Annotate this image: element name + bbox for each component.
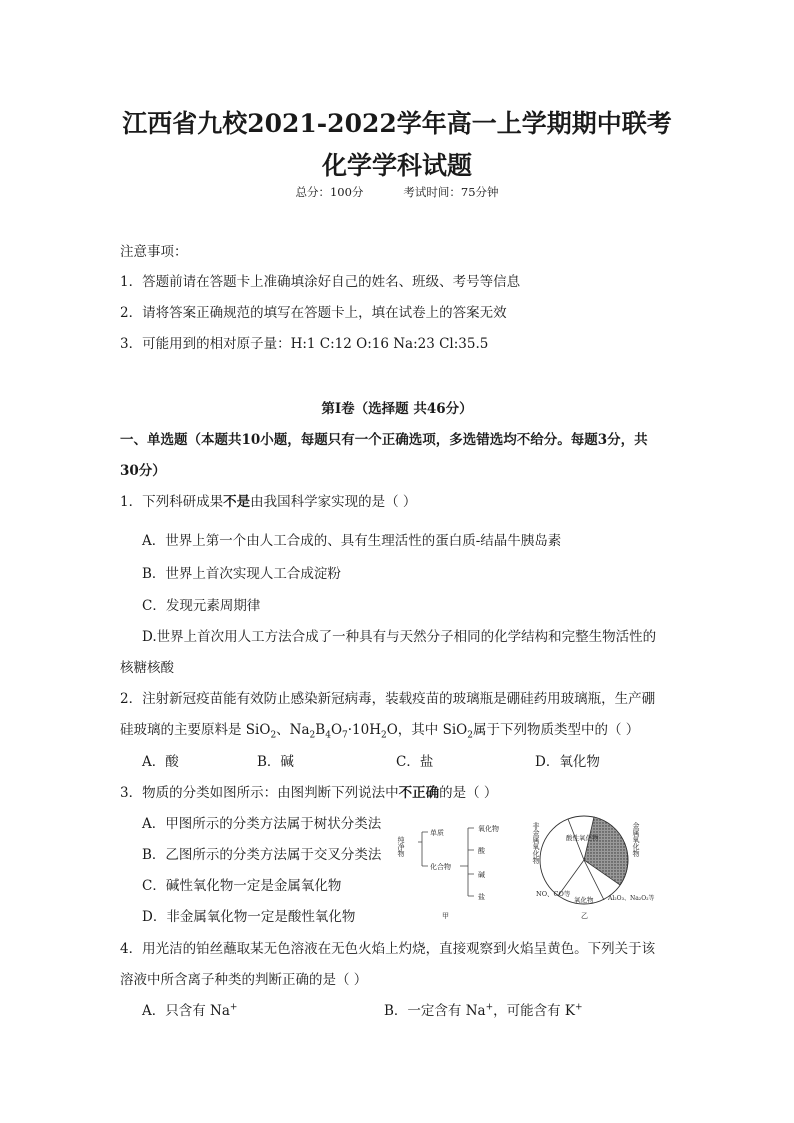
q4-option-b-text: B．一定含有 Na — [384, 1003, 486, 1019]
q1-stem-text-end: 由我国科学家实现的是（ ） — [250, 494, 417, 510]
total-score: 总分：100分 — [295, 185, 364, 199]
q2-option-b: B．碱 — [257, 754, 294, 770]
q4-stem-cont: 溶液中所含离子种类的判断正确的是（ ） — [120, 972, 368, 988]
exam-time: 考试时间：75分钟 — [403, 185, 499, 199]
classification-diagram — [398, 810, 654, 922]
pie-label-oxide: 氧化物 — [574, 896, 594, 904]
q3-option-b: B．乙图所示的分类方法属于交叉分类法 — [142, 847, 382, 863]
q1-option-d: D.世界上首次用人工方法合成了一种具有与天然分子相同的化学结构和完整生物活性的 — [142, 629, 657, 645]
pie-label-nonmetal: 非金属氧化物 — [532, 822, 540, 864]
subscript: 2 — [309, 730, 316, 741]
q3-option-c: C．碱性氧化物一定是金属氧化物 — [142, 878, 342, 894]
pie-label: 乙 — [581, 912, 588, 920]
subscript: 2 — [381, 730, 387, 741]
q1-stem — [120, 490, 416, 510]
q3-option-d: D．非金属氧化物一定是酸性氧化物 — [142, 909, 356, 925]
q4-option-b — [384, 999, 583, 1019]
q3-stem — [120, 781, 497, 801]
q2-option-d: D．氧化物 — [535, 754, 600, 770]
pie-label-metal: 金属氧化物 — [632, 822, 640, 857]
q2-text: ·10H — [347, 722, 381, 738]
q4-option-a — [142, 999, 237, 1019]
q2-text: O — [330, 722, 343, 738]
pie-label-no-co: NO、CO等 — [536, 890, 571, 898]
tree-node-compound: 化合物 — [430, 863, 451, 871]
tree-leaf: 酸 — [478, 847, 485, 855]
exam-meta — [0, 184, 794, 200]
q1-option-d-cont: 核糖核酸 — [120, 660, 174, 676]
tree-node-single: 单质 — [430, 829, 444, 837]
q1-stem-text: 1．下列科研成果 — [120, 494, 224, 510]
q1-option-c: C．发现元素周期律 — [142, 598, 261, 614]
q2-text: 、Na — [276, 722, 310, 738]
subscript: 7 — [342, 730, 348, 741]
subscript: 2 — [270, 730, 277, 741]
note-item: 3．可能用到的相对原子量：H:1 C:12 O:16 Na:23 Cl:35.5 — [120, 336, 489, 352]
note-item: 2．请将答案正确规范的填写在答题卡上，填在试卷上的答案无效 — [120, 305, 507, 321]
q1-option-b: B．世界上首次实现人工合成淀粉 — [142, 566, 341, 582]
q3-stem-text: 3．物质的分类如图所示：由图判断下列说法中 — [120, 785, 399, 801]
q2-text: B — [315, 722, 326, 738]
q2-stem-cont — [120, 718, 639, 741]
q1-stem-emphasis: 不是 — [223, 494, 251, 510]
tree-root: 纯净物 — [397, 836, 405, 857]
superscript: + — [485, 1002, 494, 1013]
q2-option-a: A．酸 — [142, 754, 179, 770]
exam-title: 江西省九校2021-2022学年高一上学期期中联考 — [122, 109, 672, 138]
q3-stem-text-end: 的是（ ） — [439, 785, 498, 801]
superscript: + — [575, 1002, 583, 1013]
q2-text: O，其中 SiO — [386, 722, 468, 738]
subscript: 2 — [467, 730, 473, 741]
tree-leaf: 氧化物 — [478, 825, 499, 833]
part-instruction-cont: 30分） — [120, 463, 166, 479]
q4-option-a-text: A．只含有 Na — [142, 1003, 230, 1019]
tree-leaf: 盐 — [478, 893, 485, 901]
tree-diagram — [418, 828, 474, 896]
q3-option-a: A．甲图所示的分类方法属于树状分类法 — [142, 816, 382, 832]
notes-heading: 注意事项： — [120, 244, 188, 260]
q2-stem: 2．注射新冠疫苗能有效防止感染新冠病毒，装载疫苗的玻璃瓶是硼硅药用玻璃瓶，生产硼 — [120, 691, 656, 707]
note-item: 1．答题前请在答题卡上准确填涂好自己的姓名、班级、考号等信息 — [120, 274, 521, 290]
q2-text: 硅玻璃的主要原料是 SiO — [120, 722, 271, 738]
q4-option-b-text-end: ，可能含有 K — [493, 1003, 576, 1019]
pie-label-al2o3: Al₂O₃、Na₂O₂等 — [608, 895, 655, 902]
q2-option-c: C．盐 — [396, 754, 434, 770]
q2-text: 属于下列物质类型中的（ ） — [472, 722, 640, 738]
tree-leaf: 碱 — [478, 871, 485, 879]
tree-label: 甲 — [442, 912, 449, 920]
part-instruction: 一、单选题（本题共10小题，每题只有一个正确选项，多选错选均不给分。每题3分，共 — [120, 432, 648, 448]
q1-option-a: A．世界上第一个由人工合成的、具有生理活性的蛋白质-结晶牛胰岛素 — [142, 533, 562, 549]
exam-subtitle: 化学学科试题 — [321, 151, 472, 180]
q4-stem: 4．用光洁的铂丝蘸取某无色溶液在无色火焰上灼烧，直接观察到火焰呈黄色。下列关于该 — [120, 941, 656, 957]
section-title: 第Ⅰ卷（选择题 共46分） — [321, 401, 473, 417]
pie-label-acid: 酸性氧化物 — [566, 834, 599, 842]
q3-stem-emphasis: 不正确 — [398, 785, 440, 801]
superscript: + — [229, 1002, 238, 1013]
subscript: 4 — [325, 730, 331, 741]
